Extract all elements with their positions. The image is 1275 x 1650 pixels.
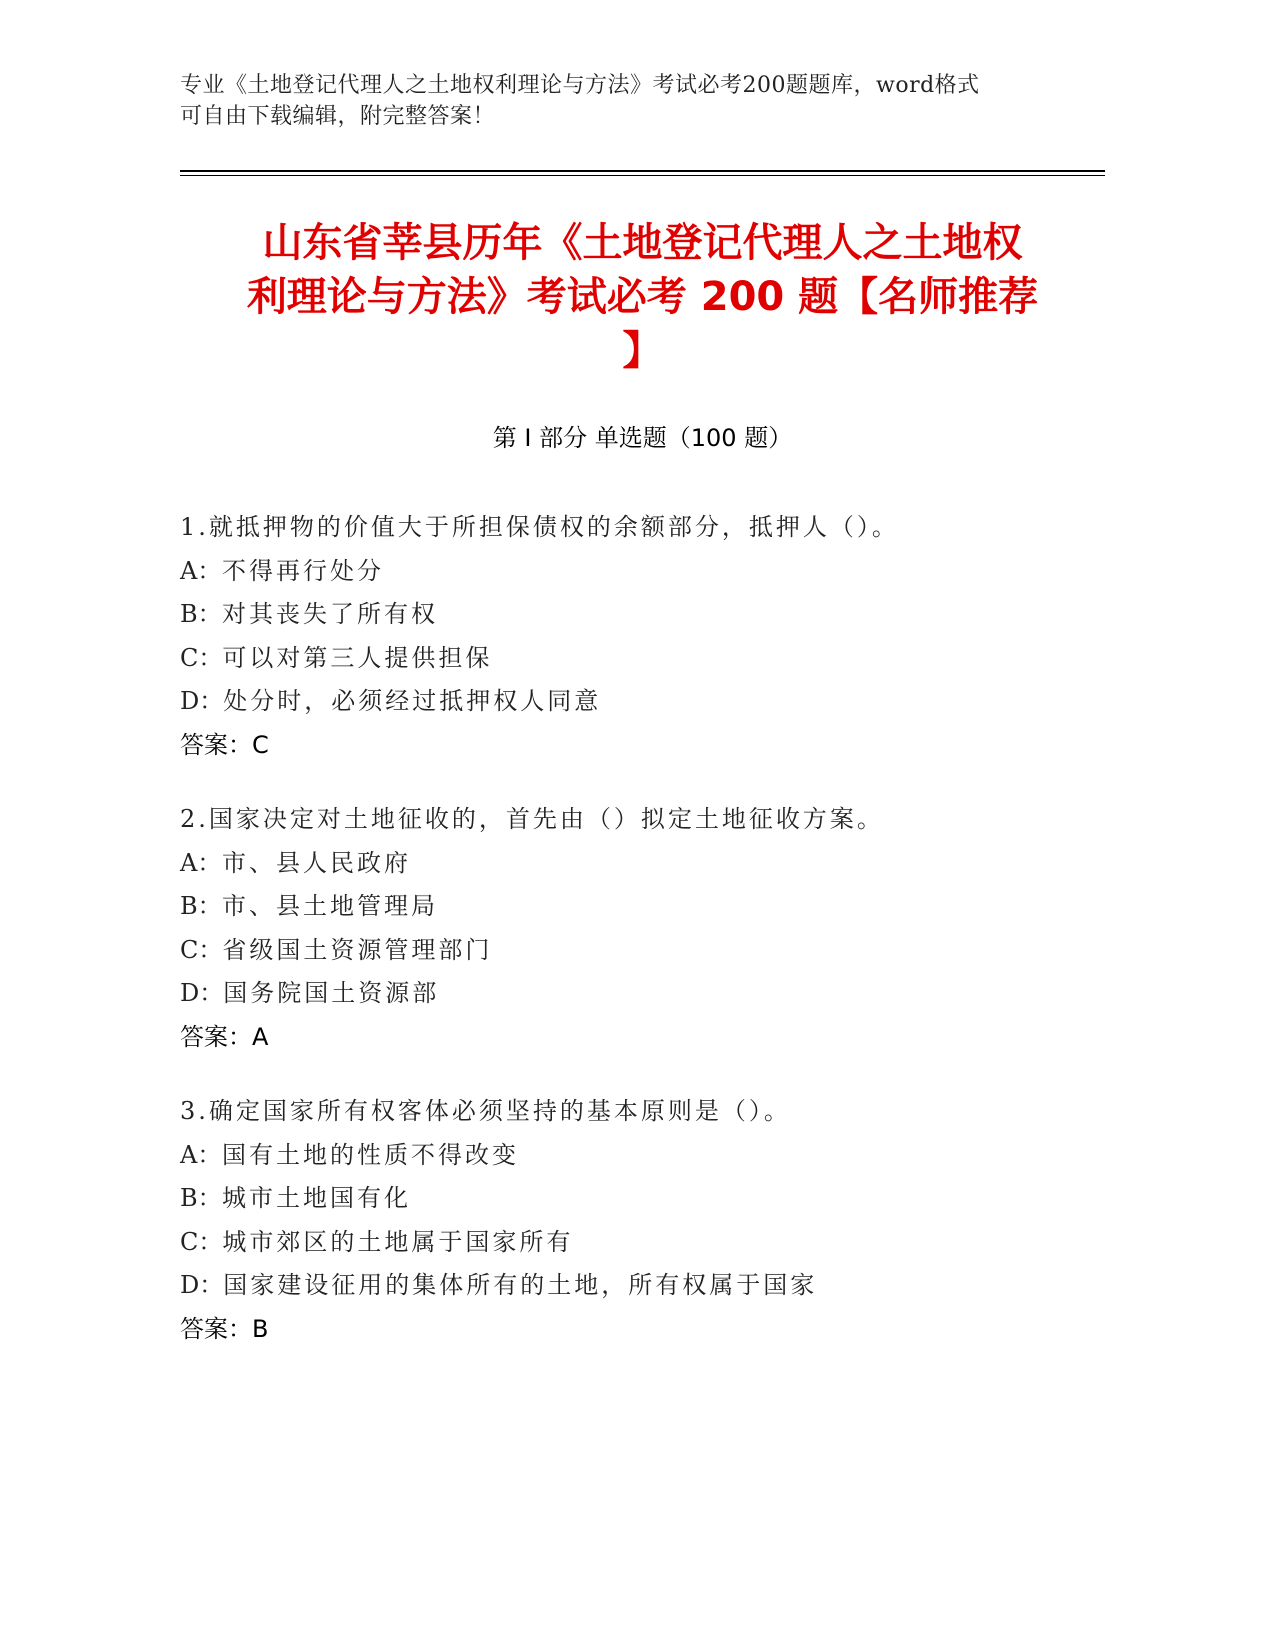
question-item [180,506,1105,767]
header-line-2: 可自由下载编辑，附完整答案！ [180,104,496,129]
header-note [180,70,1080,132]
option-text: 市、县土地管理局 [222,892,438,920]
question-stem: 2.国家决定对土地征收的，首先由（）拟定土地征收方案。 [180,805,884,833]
option-text: 市、县人民政府 [222,848,411,877]
option-key: A： [180,848,222,877]
option-key: C： [180,1227,223,1256]
option-key: A： [180,556,222,585]
answer-line: 答案：A [180,1022,269,1051]
option-text: 城市郊区的土地属于国家所有 [222,1227,574,1256]
section-heading: 第 I 部分 单选题（100 题） [492,424,793,452]
option-key: C： [180,935,223,964]
option-b [180,593,1105,637]
option-text: 省级国土资源管理部门 [222,935,493,964]
option-text: 国家建设征用的集体所有的土地，所有权属于国家 [223,1271,818,1299]
header-line-1: 专业《土地登记代理人之土地权利理论与方法》考试必考200题题库，word格式 [180,73,980,98]
title-line-1: 山东省莘县历年《土地登记代理人之土地权 [262,220,1023,266]
header-divider-thick [180,170,1105,172]
option-d [180,972,1105,1016]
option-c [180,637,1105,681]
option-key: D： [180,979,224,1007]
document-title [180,216,1105,378]
option-text: 国务院国土资源部 [223,979,440,1007]
option-key: D： [180,687,224,715]
question-stem: 1.就抵押物的价值大于所担保债权的余额部分，抵押人（）。 [180,513,899,541]
option-key: D： [180,1271,224,1299]
option-key: C： [180,643,223,672]
question-stem: 3.确定国家所有权客体必须坚持的基本原则是（）。 [180,1097,791,1125]
question-list [180,506,1105,1382]
option-b [180,885,1105,929]
option-a [180,1134,1105,1178]
option-key: B： [180,600,222,628]
option-text: 处分时，必须经过抵押权人同意 [223,687,602,715]
answer-line: 答案：C [180,730,269,759]
option-key: B： [180,1184,222,1212]
question-item [180,1090,1105,1351]
option-text: 国有土地的性质不得改变 [222,1140,519,1169]
option-c [180,1221,1105,1265]
option-d [180,1264,1105,1308]
option-key: B： [180,892,222,920]
option-text: 不得再行处分 [222,556,384,585]
question-item [180,798,1105,1059]
option-key: A： [180,1140,222,1169]
option-a [180,550,1105,594]
answer-line: 答案：B [180,1314,269,1343]
title-line-3: 】 [622,328,663,374]
option-a [180,842,1105,886]
header-divider-thin [180,175,1105,176]
option-c [180,929,1105,973]
title-line-2: 利理论与方法》考试必考 200 题【名师推荐 [246,274,1039,320]
option-b [180,1177,1105,1221]
option-text: 对其丧失了所有权 [222,600,438,628]
option-text: 城市土地国有化 [222,1184,411,1212]
option-d [180,680,1105,724]
option-text: 可以对第三人提供担保 [222,643,493,672]
